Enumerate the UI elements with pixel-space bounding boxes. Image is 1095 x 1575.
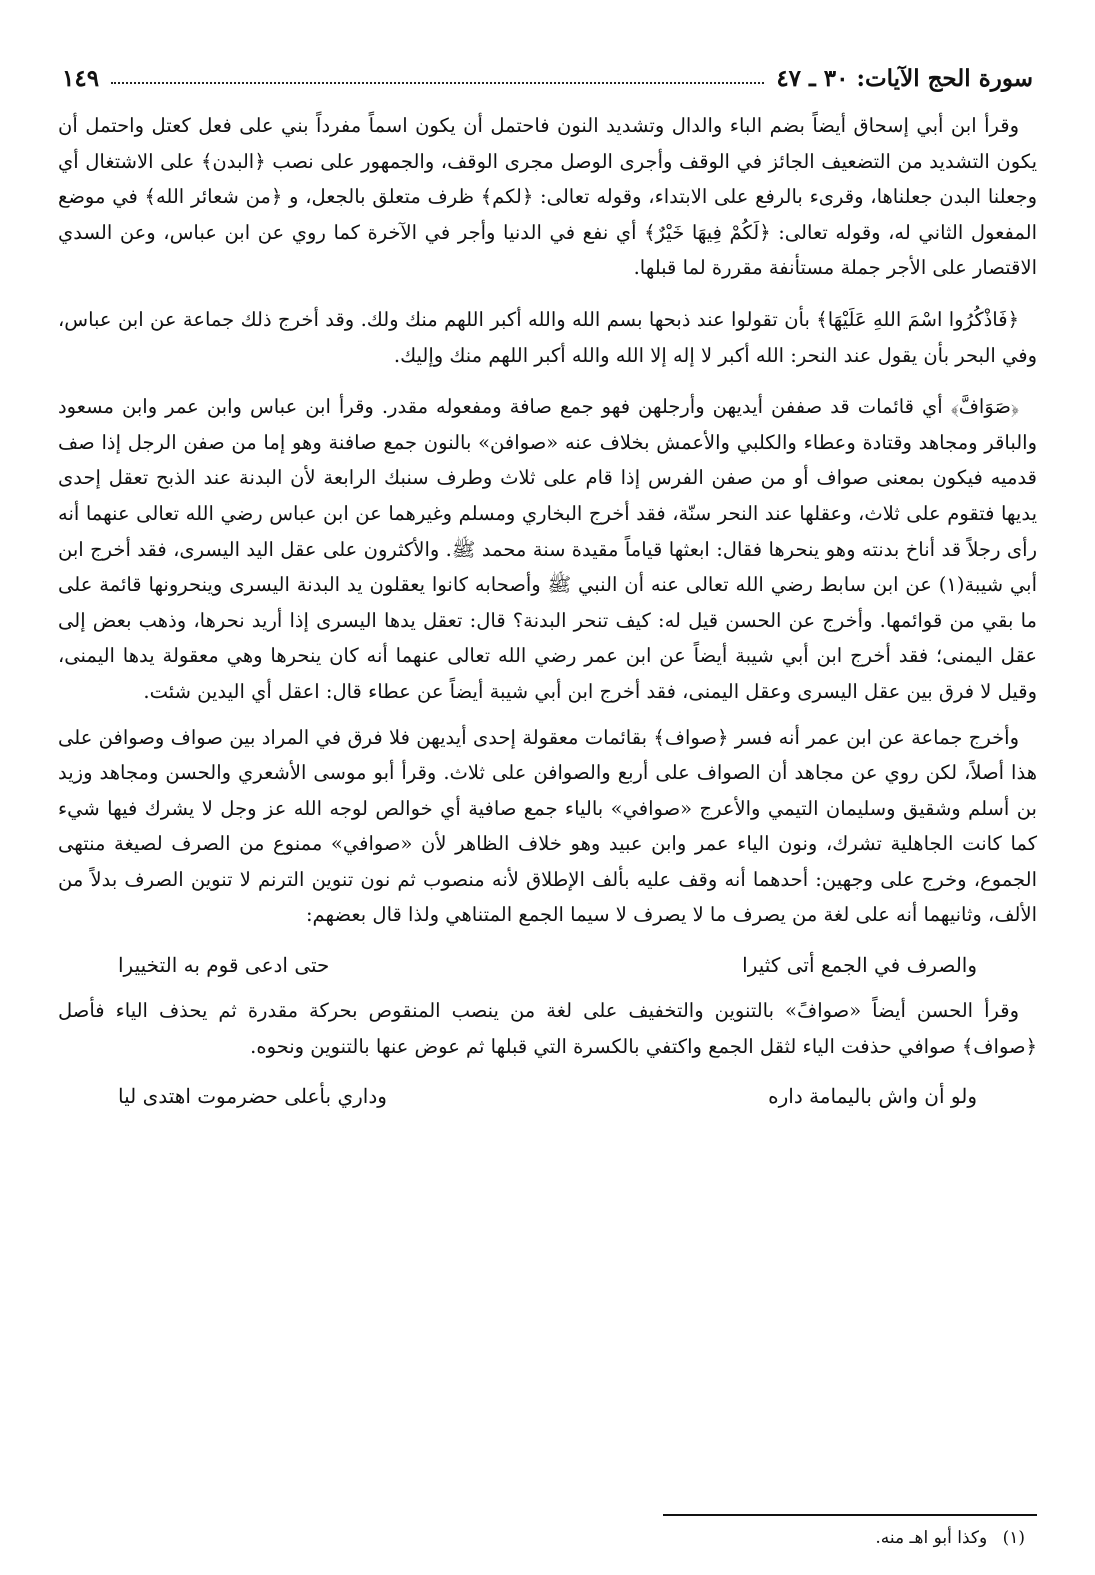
paragraph-1: وقرأ ابن أبي إسحاق أيضاً بضم الباء والدال وتشديد النون فاحتمل أن يكون اسماً مفرداً بني على فعل كعتل واحتمل أن يكون التشديد من التضعيف الجائز في الوقف وأجرى الوصل مجرى الوقف، والجمهور على نصب ﴿البدن﴾ على الاشتغال أي وجعلنا البدن جعلناها، وقرىء بالرفع على الابتداء، وقوله تعالى: ﴿لكم﴾ ظرف متعلق بالجعل، و ﴿من شعائر الله﴾ في موضع المفعول الثاني له، وقوله تعالى: ﴿لَكُمْ فِيهَا خَيْرٌ﴾ أي نفع في الدنيا وأجر في الآخرة كما روي عن ابن عباس، وعن السدي الاقتصار على الأجر جملة مستأنفة مقررة لما قبلها. [58,114,1037,280]
verse-2-hemistich-left: وداري بأعلى حضرموت اهتدى ليا [118,1084,387,1109]
verse-2-hemistich-right: ولو أن واش باليمامة داره [768,1084,977,1109]
verse-1-hemistich-left: حتى ادعى قوم به التخييرا [118,953,330,978]
verse-1-hemistich-right: والصرف في الجمع أتى كثيرا [742,953,977,978]
verse-2 [118,1078,977,1114]
footnote-number: (١) [1002,1528,1025,1548]
chapter-title: سورة الحج الآيات: ٣٠ ـ ٤٧ [776,65,1033,92]
footnote [875,1528,1025,1548]
paragraph-2: ﴿فَاذْكُرُوا اسْمَ اللهِ عَلَيْهَا﴾ بأن تقولوا عند ذبحها بسم الله والله أكبر اللهم منك ولك. وقد أخرج ذلك جماعة عن ابن عباس، وفي البحر بأن يقول عند النحر: الله أكبر لا إله إلا الله والله أكبر اللهم منك وإليك. [58,307,1037,367]
page-number: ١٤٩ [62,65,100,92]
paragraph-4: وأخرج جماعة عن ابن عمر أنه فسر ﴿صواف﴾ بقائمات معقولة إحدى أيديهن فلا فرق في المراد بين صواف وصوافن على هذا أصلاً، لكن روي عن مجاهد أن الصواف على أربع والصوافن على ثلاث. وقرأ أبو موسى الأشعري والحسن ومجاهد وزيد بن أسلم وشقيق وسليمان التيمي والأعرج «صوافي» بالياء جمع صافية أي خوالص لوجه الله عز وجل لا يشرك فيها شيء كما كانت الجاهلية تشرك، ونون الياء عمر وابن عبيد وهو خلاف الظاهر لأن «صوافي» ممنوع من الصرف لصيغة منتهى الجموع، وخرج على وجهين: أحدهما أنه وقف عليه بألف الإطلاق لأنه منصوب ثم نون تنوين الترنم لا تنوين الصرف بدلاً من الألف، وثانيهما أنه على لغة من يصرف ما لا يصرف لا سيما الجمع المتناهي ولذا قال بعضهم: [58,725,1037,927]
footnote-text: وكذا أبو اهـ منه. [875,1528,988,1548]
footnote-divider [663,1514,1037,1516]
verse-1 [118,947,977,983]
running-header [62,58,1033,92]
paragraph-5: وقرأ الحسن أيضاً «صوافً» بالتنوين والتخفيف على لغة من ينصب المنقوص بحركة مقدرة ثم يحذف الياء فأصل ﴿صواف﴾ صوافي حذفت الياء لثقل الجمع واكتفي بالكسرة التي قبلها ثم عوض عنها بالتنوين ونحوه. [58,999,1037,1058]
paragraph-3: ﴿صَوَافَّ﴾ أي قائمات قد صففن أيديهن وأرجلهن فهو جمع صافة ومفعوله مقدر. وقرأ ابن عباس وابن عمر وابن مسعود والباقر ومجاهد وقتادة وعطاء والكلبي والأعمش بخلاف عنه «صوافن» بالنون جمع صافنة وهو إما من صفن الرجل إذا صف قدميه فيكون بمعنى صواف أو من صفن الفرس إذا قام على ثلاث وطرف سنبك الرابعة لأن البدنة عند الذبح تعقل إحدى يديها فتقوم على ثلاث، وعقلها عند النحر سنّة، فقد أخرج البخاري ومسلم وغيرهما عن ابن عباس رضي الله تعالى عنهما أنه رأى رجلاً قد أناخ بدنته وهو ينحرها فقال: ابعثها قياماً مقيدة سنة محمد ﷺ. والأكثرون على عقل اليد اليسرى، فقد أخرج ابن أبي شيبة(١) عن ابن سابط رضي الله تعالى عنه أن النبي ﷺ وأصحابه كانوا يعقلون يد البدنة اليسرى وينحرونها قائمة على ما بقي من قوائمها. وأخرج عن الحسن قيل له: كيف تنحر البدنة؟ قال: تعقل يدها اليسرى إذا أريد نحرها، وذهب بعض إلى عقل اليمنى؛ فقد أخرج ابن أبي شيبة أيضاً عن ابن عمر رضي الله تعالى عنهما أنه كان ينحرها وهي معقولة يدها اليمنى، وقيل لا فرق بين عقل اليسرى وعقل اليمنى، فقد أخرج ابن أبي شيبة أيضاً عن عطاء قال: اعقل أي اليدين شئت. [58,395,1038,703]
dot-leader [111,82,764,84]
